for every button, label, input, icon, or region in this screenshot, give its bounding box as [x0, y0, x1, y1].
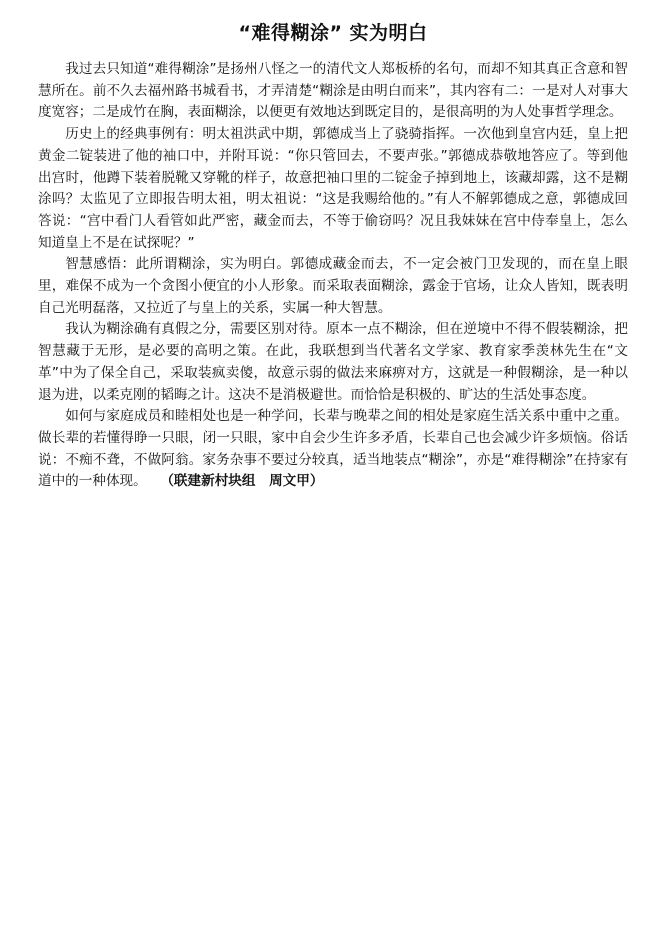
paragraph-1: 我过去只知道“难得糊涂”是扬州八怪之一的清代文人郑板桥的名句，而却不知其真正含意和智慧所在。前不久去福州路书城看书，才弄清楚“糊涂是由明白而来”，其内容有二：一是对人对事大度宽容；二是成竹在胸，表面糊涂，以便更有效地达到既定目的，是很高明的为人处事哲学理念。 — [38, 61, 628, 121]
article-body — [38, 59, 628, 493]
paragraph-4: 我认为糊涂确有真假之分，需要区别对待。原本一点不糊涂，但在逆境中不得不假装糊涂，把智慧藏于无形，是必要的高明之策。在此，我联想到当代著名文学家、教育家季羡林先生在“文革”中为了保全自己，采取装疯卖傻，故意示弱的做法来麻痹对方，这就是一种假糊涂，是一种以退为进，以柔克刚的韬晦之计。这决不是消极避世。而恰恰是积极的、旷达的生活处事态度。 — [38, 321, 628, 403]
paragraph-2: 历史上的经典事例有：明太祖洪武中期，郭德成当上了骁骑指挥。一次他到皇宫内廷，皇上把黄金二锭装进了他的袖口中，并附耳说：“你只管回去，不要声张。”郭德成恭敬地答应了。等到他出宫时，他蹲下装着脱靴又穿靴的样子，故意把袖口里的二锭金子掉到地上，该藏却露，这不是糊涂吗？太监见了立即报告明太祖，明太祖说：“这是我赐给他的。”有人不解郭德成之意，郭德成回答说：“宫中看门人看管如此严密，藏金而去，不等于偷窃吗？况且我妹妹在宫中侍奉皇上，怎么知道皇上不是在试探呢？” — [38, 126, 628, 251]
author-byline: （联建新村块组 周文甲） — [167, 473, 324, 490]
paragraph-5 — [38, 406, 628, 493]
paragraph-5-text: 如何与家庭成员和睦相处也是一种学问，长辈与晚辈之间的相处是家庭生活关系中重中之重。做长辈的若懂得睁一只眼，闭一只眼，家中自会少生许多矛盾，长辈自己也会减少许多烦恼。俗话说：不痴不聋，不做阿翁。家务杂事不要过分较真，适当地装点“糊涂”，亦是“难得糊涂”在持家有道中的一种体现。 — [38, 408, 628, 490]
article-title: “难得糊涂” 实为明白 — [238, 22, 428, 44]
paragraph-3: 智慧感悟：此所谓糊涂，实为明白。郭德成藏金而去，不一定会被门卫发现的，而在皇上眼里，难保不成为一个贪图小便宜的小人形象。而采取表面糊涂，露金于官场，让众人皆知，既表明自己光明磊落，又拉近了与皇上的关系，实属一种大智慧。 — [38, 256, 628, 316]
